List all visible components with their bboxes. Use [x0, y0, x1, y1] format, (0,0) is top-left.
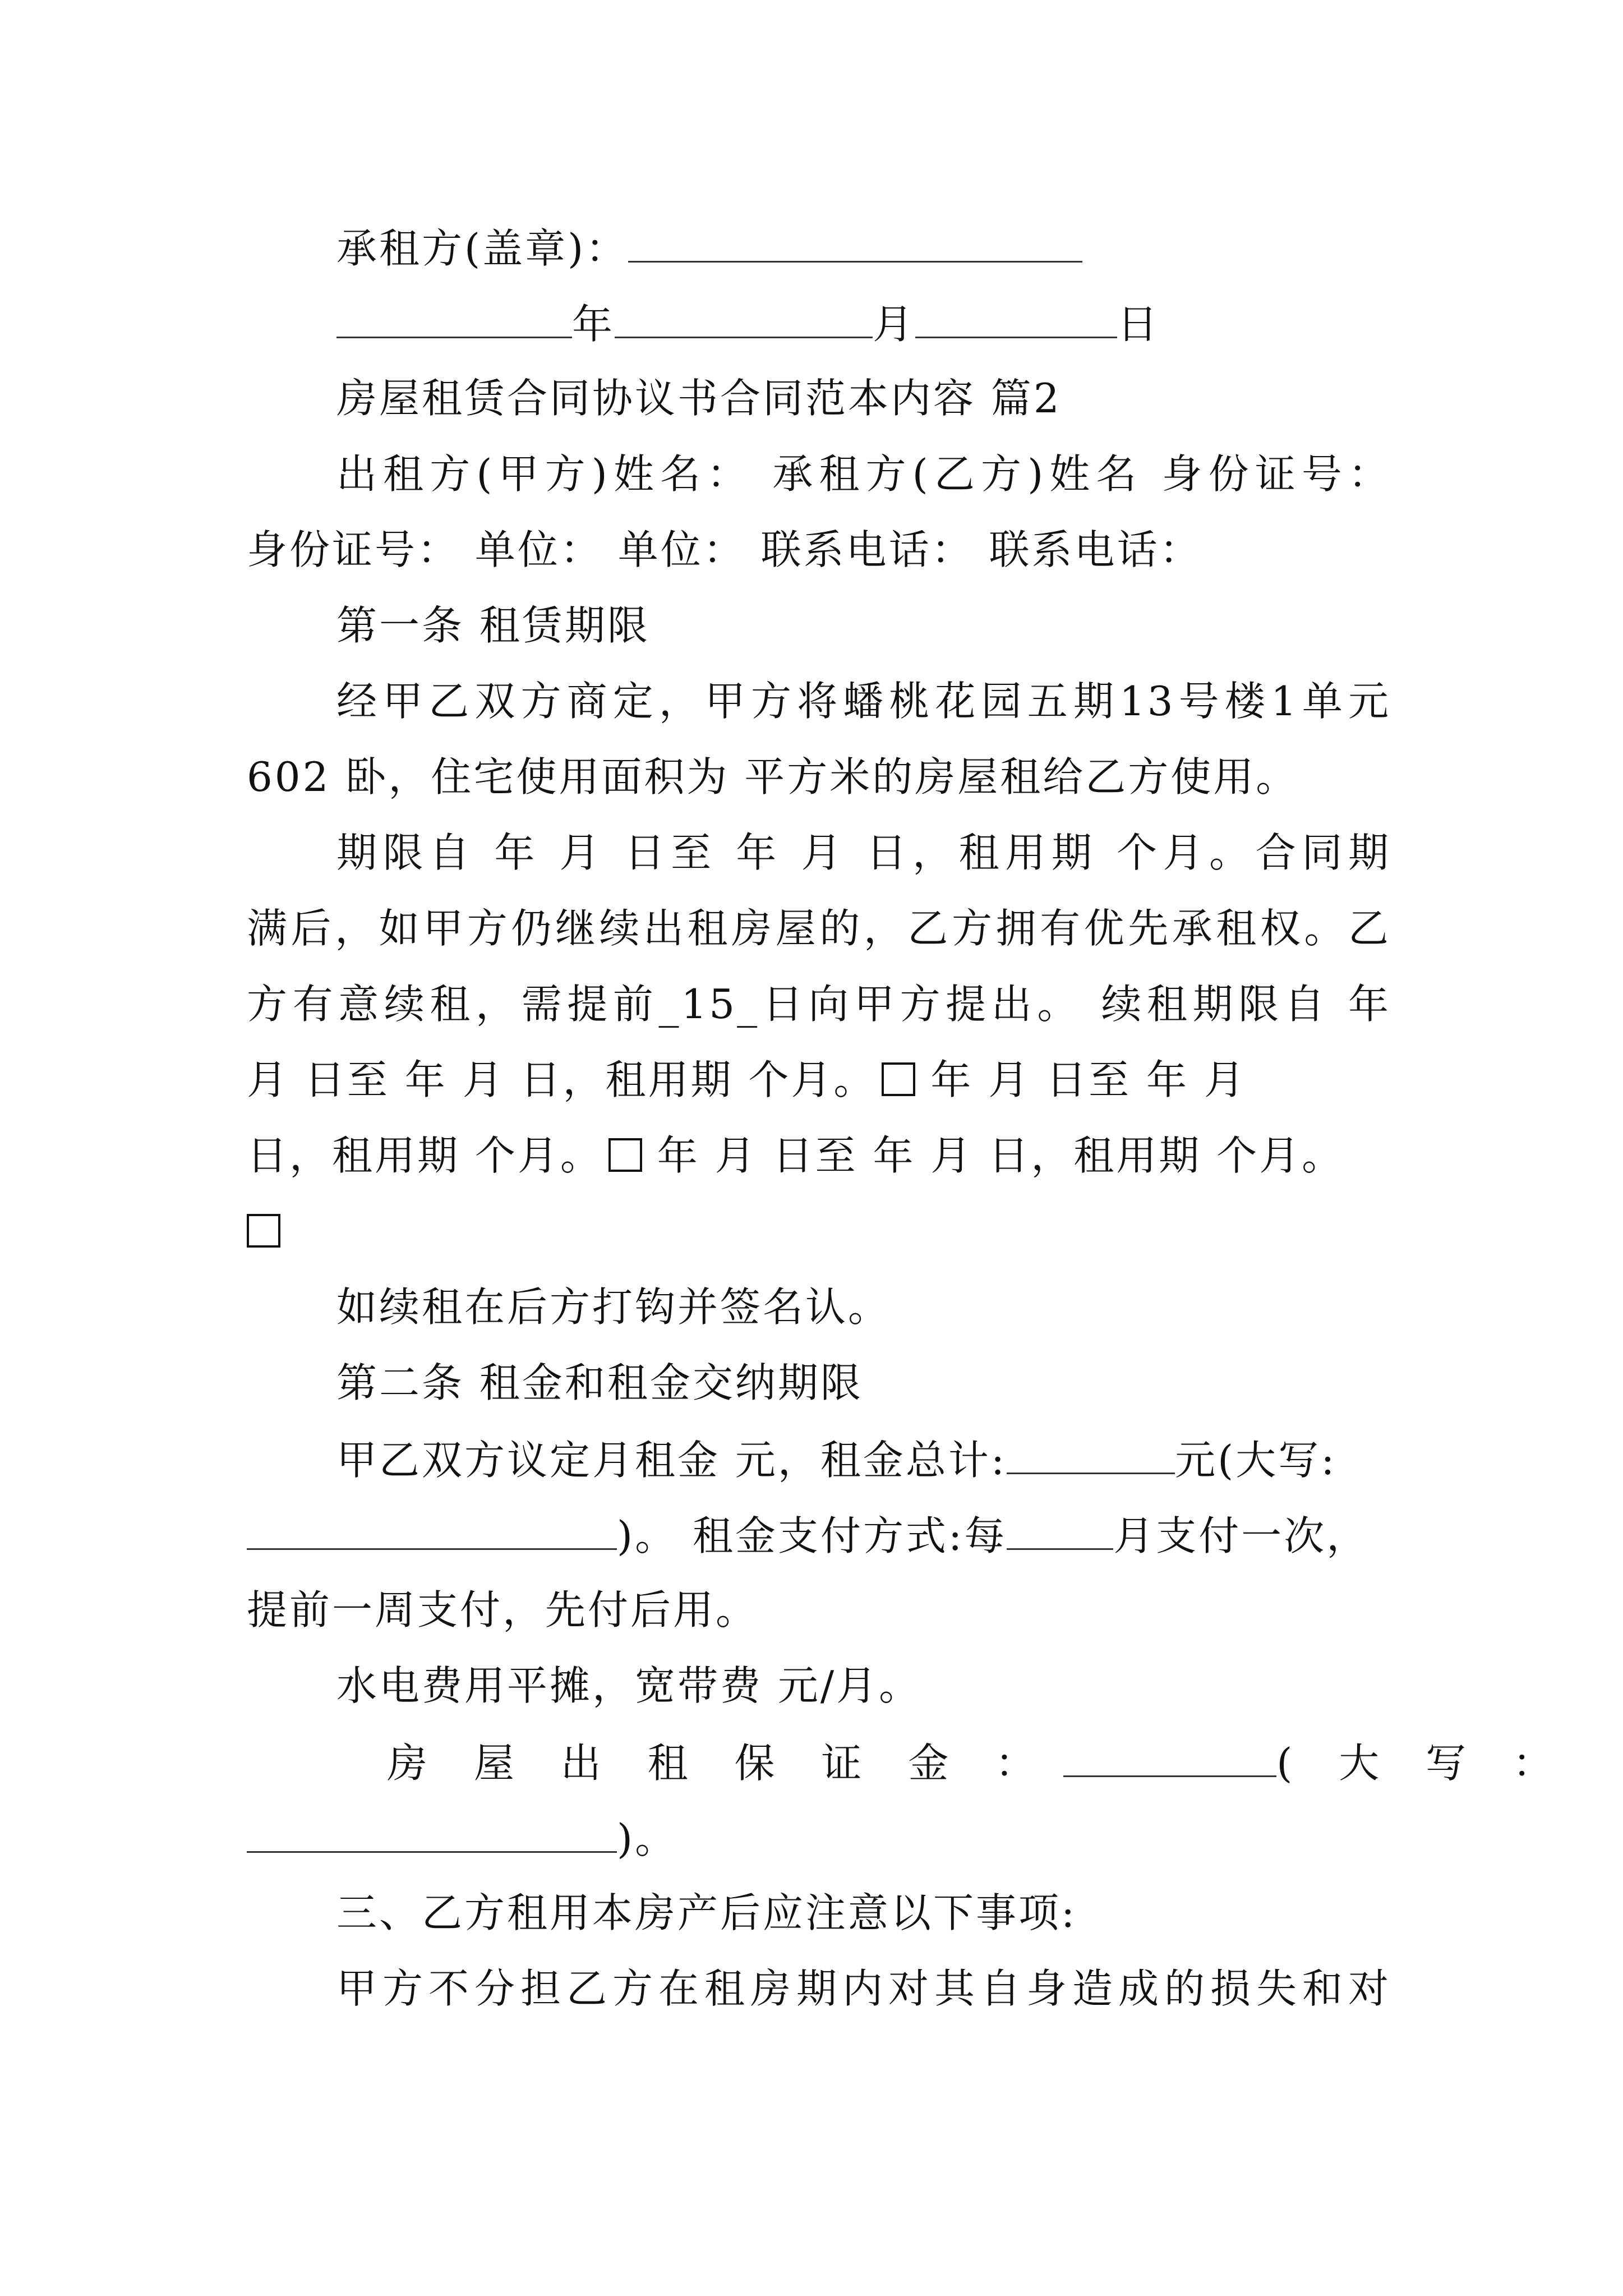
- lessee-seal-blank: [628, 222, 1082, 263]
- renewal-text: 日，租用期 个月。: [247, 1132, 603, 1179]
- paragraph-line: 如续租在后方打钩并签名认。: [336, 1283, 891, 1331]
- paragraph-line: 水电费用平摊，宽带费 元/月。: [336, 1662, 922, 1709]
- deposit-blank: [1063, 1736, 1276, 1777]
- paragraph-line: 满后，如甲方仍继续出租房屋的，乙方拥有优先承租权。乙: [247, 905, 1391, 952]
- capital-amount-blank: [247, 1509, 617, 1550]
- article-2-title: 第二条 租金和租金交纳期限: [336, 1359, 863, 1406]
- rent-text: 元(大写:: [1175, 1437, 1337, 1484]
- parties-line-cont: 身份证号： 单位： 单位： 联系电话： 联系电话：: [247, 526, 1202, 573]
- renewal-text: 月 日至 年 月 日，租用期 个月。: [247, 1056, 877, 1103]
- months-blank: [1007, 1509, 1113, 1550]
- paragraph-line: 方有意续租，需提前_15_日向甲方提出。 续租期限自 年: [247, 981, 1391, 1028]
- total-rent-blank: [1007, 1433, 1175, 1474]
- renewal-line-1: [247, 1055, 1391, 1111]
- deposit-text: 房 屋 出 租 保 证 金 ：: [387, 1740, 1053, 1787]
- renewal-text: 年 月 日至 年 月 日，租用期 个月。: [657, 1132, 1345, 1179]
- date-line: [336, 297, 1391, 353]
- deposit-line: [387, 1736, 1570, 1792]
- rent-line-cont: [247, 1509, 1391, 1565]
- renewal-text: 年 月 日至 年 月: [930, 1056, 1247, 1103]
- paragraph-line: 甲方不分担乙方在租房期内对其自身造成的损失和对: [336, 1965, 1391, 2012]
- rent-line: [336, 1433, 1391, 1489]
- year-label: 年: [572, 301, 615, 348]
- deposit-text: )。: [617, 1815, 678, 1862]
- checkbox-1[interactable]: [882, 1062, 915, 1096]
- article-3-title: 三、乙方租用本房产后应注意以下事项:: [336, 1889, 1077, 1936]
- renewal-line-3: [247, 1206, 1391, 1262]
- deposit-capital-blank: [247, 1812, 617, 1853]
- renewal-line-2: [247, 1130, 1391, 1186]
- lessee-seal-line: [336, 222, 1391, 278]
- rent-text: 甲乙双方议定月租金 元，租金总计:: [336, 1437, 1007, 1484]
- lessee-seal-label: 承租方(盖章)：: [336, 225, 629, 272]
- day-label: 日: [1117, 301, 1160, 348]
- deposit-line-cont: [247, 1812, 1391, 1868]
- month-label: 月: [873, 301, 916, 348]
- parties-line: 出租方(甲方)姓名： 承租方(乙方)姓名 身份证号：: [336, 450, 1391, 498]
- checkbox-2[interactable]: [608, 1138, 642, 1172]
- paragraph-line: 提前一周支付，先付后用。: [247, 1586, 759, 1634]
- checkbox-3[interactable]: [247, 1214, 280, 1248]
- rent-text: )。 租金支付方式:每: [617, 1512, 1007, 1559]
- paragraph-line: 期限自 年 月 日至 年 月 日，租用期 个月。合同期: [336, 829, 1391, 876]
- deposit-text: ( 大 写 ：: [1276, 1740, 1570, 1787]
- article-1-title: 第一条 租赁期限: [336, 602, 650, 649]
- rent-text: 月支付一次，: [1113, 1512, 1370, 1559]
- paragraph-line: 602 卧，住宅使用面积为 平方米的房屋租给乙方使用。: [247, 753, 1299, 800]
- section-heading: 房屋租赁合同协议书合同范本内容 篇2: [336, 375, 1062, 422]
- paragraph-line: 经甲乙双方商定，甲方将蟠桃花园五期13号楼1单元: [336, 678, 1391, 725]
- day-blank: [915, 297, 1117, 338]
- month-blank: [615, 297, 873, 338]
- year-blank: [336, 297, 572, 338]
